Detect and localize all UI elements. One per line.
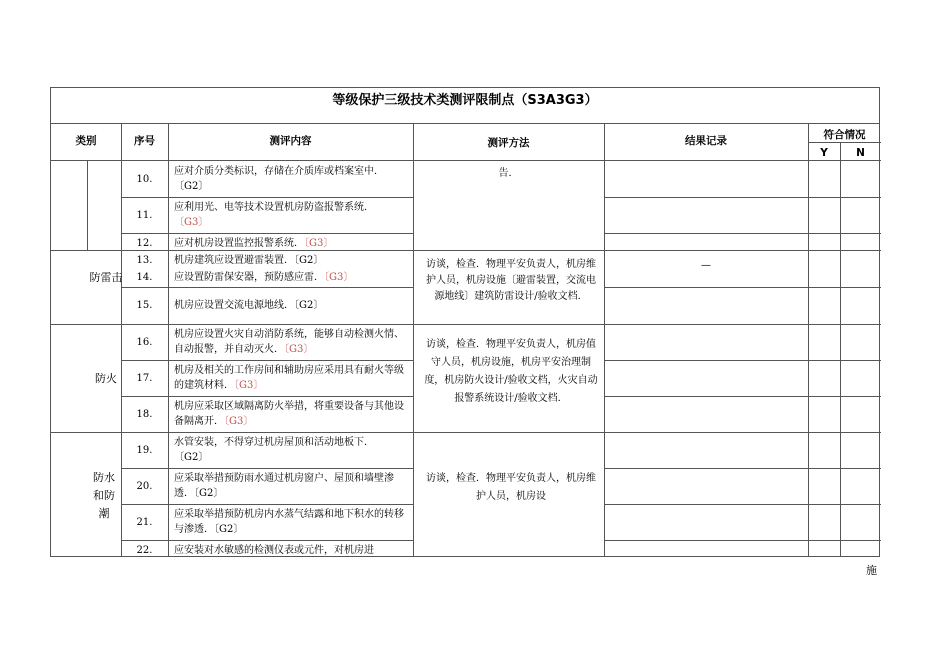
evaluation-table <box>50 87 880 557</box>
category-lightning: 防雷击 <box>89 271 123 284</box>
header-yes: Y <box>820 147 828 159</box>
row-seq: 15. <box>136 300 153 311</box>
method-cell: 访谈，检查．物理平安负责人，机房维护人员，机房设施〔避雷装置，交流电源地线〕建筑防雷设计/验收文档． <box>426 259 596 302</box>
row-seq: 21. <box>136 517 153 528</box>
row-content: 应设置防雷保安器，预防感应雷．〔G3〕 <box>174 272 354 283</box>
row-seq: 16. <box>136 337 153 348</box>
method-cell: 告． <box>498 168 519 179</box>
row-content: 应对机房设置监控报警系统．〔G3〕 <box>174 238 334 249</box>
header-method: 测评方法 <box>487 137 530 149</box>
row-content: 机房建筑应设置避雷装置．〔G2〕 <box>174 255 324 266</box>
category-divider <box>87 160 88 250</box>
row-content: 应对介质分类标识，存储在介质库或档案室中． 〔G2〕 <box>174 166 384 192</box>
result-mark: — <box>701 260 711 271</box>
row-seq: 17. <box>136 373 153 384</box>
row-content: 机房应设置火灾自动消防系统，能够自动检测火情、自动报警，并自动灭火．〔G3〕 <box>174 329 404 355</box>
row-seq: 11. <box>136 210 153 221</box>
row-content: 机房及相关的工作房间和辅助房应采用具有耐火等级的建筑材料．〔G3〕 <box>174 365 404 391</box>
row-seq: 20. <box>136 481 153 492</box>
header-seq: 序号 <box>134 135 155 147</box>
row-seq: 13. <box>136 255 153 266</box>
row-seq: 18. <box>136 409 153 420</box>
header-compliance: 符合情况 <box>823 129 866 141</box>
corner-char: 施 <box>866 564 877 577</box>
row-seq: 14. <box>136 272 153 283</box>
method-cell: 访谈，检查．物理平安负责人，机房维护人员，机房设 <box>426 473 596 502</box>
row-seq: 19. <box>136 445 153 456</box>
header-result: 结果记录 <box>685 135 727 147</box>
method-cell: 访谈，检查．物理平安负责人，机房值守人员，机房设施，机房平安治理制度，机房防火设计/验收文档，火灾自动报警系统设计/验收文档． <box>424 339 598 404</box>
header-category: 类别 <box>75 135 97 147</box>
page-title: 等级保护三级技术类测评限制点（S3A3G3） <box>51 88 879 124</box>
row-content: 机房应设置交流电源地线．〔G2〕 <box>174 300 324 311</box>
row-content: 应安装对水敏感的检测仪表或元件，对机房进 <box>174 545 374 556</box>
header-no: N <box>856 147 865 159</box>
header-content: 测评内容 <box>269 135 312 147</box>
row-content: 应采取举措预防机房内水蒸气结露和地下积水的转移与渗透．〔G2〕 <box>174 509 404 535</box>
category-fire: 防火 <box>95 372 117 385</box>
row-content: 水管安装，不得穿过机房屋顶和活动地板下． 〔G2〕 <box>174 437 374 463</box>
row-seq: 12. <box>136 238 153 249</box>
row-seq: 10. <box>136 174 153 185</box>
row-content: 应利用光、电等技术设置机房防盗报警系统． 〔G3〕 <box>174 202 374 228</box>
row-content: 机房应采取区域隔离防火举措，将重要设备与其他设备隔离开．〔G3〕 <box>174 401 404 427</box>
row-seq: 22. <box>136 545 153 556</box>
row-content: 应采取举措预防雨水通过机房窗户、屋顶和墙壁渗透．〔G2〕 <box>174 473 394 499</box>
category-water: 防水和防潮 <box>93 471 115 520</box>
